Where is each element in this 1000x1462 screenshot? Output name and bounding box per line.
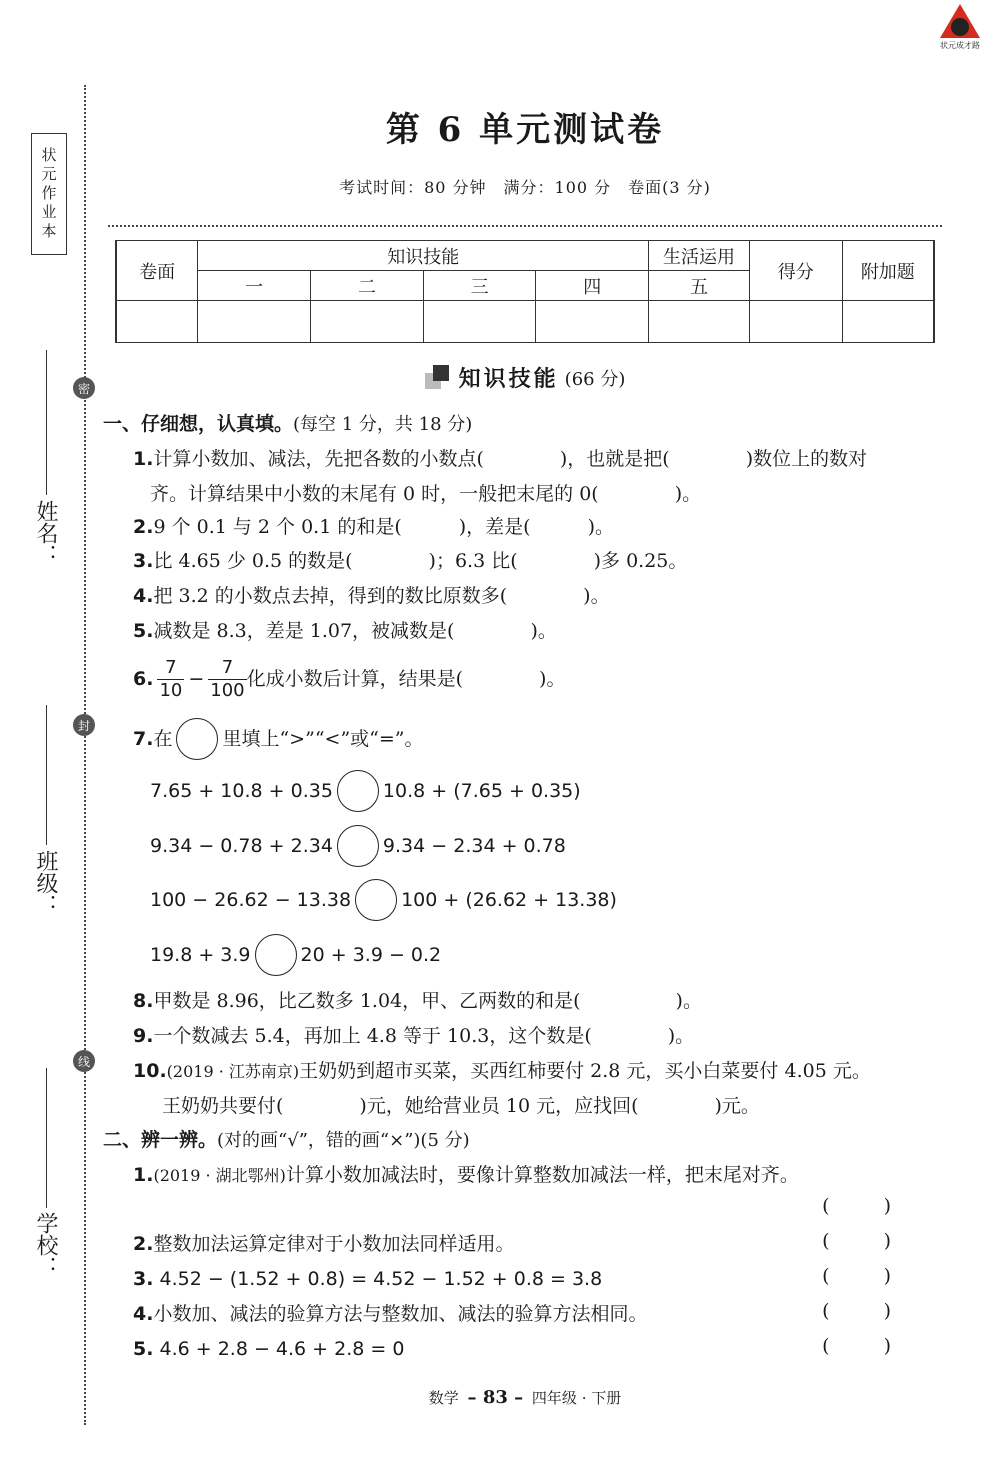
judge-4: 4.小数加、减法的验算方法与整数加、减法的验算方法相同。 (133, 1303, 648, 1325)
col-5: 五 (649, 271, 750, 301)
question-3: 3.比 4.65 少 0.5 的数是( )；6.3 比( )多 0.25。 (133, 550, 688, 572)
compare-circle-4[interactable] (255, 934, 297, 976)
compare-circle-1[interactable] (337, 770, 379, 812)
question-2: 2.9 个 0.1 与 2 个 0.1 的和是( )，差是( )。 (133, 516, 614, 538)
section-title: 知识技能 (458, 367, 559, 392)
page-footer (0, 1387, 1000, 1408)
part2-heading: 二、辨一辨。(对的画“√”，错的画“×”)(5 分) (103, 1129, 470, 1151)
col-4: 四 (536, 271, 649, 301)
question-10: 10.(2019 · 江苏南京)王奶奶到超市买菜，买西红柿要付 2.8 元，买小白菜要付 4.05 元。 (133, 1060, 871, 1082)
judge-2-answer[interactable]: () (822, 1230, 945, 1252)
seal-char-xian: 线 (73, 1050, 95, 1072)
question-4: 4.把 3.2 的小数点去掉，得到的数比原数多( )。 (133, 585, 610, 607)
name-field-label: 姓名： (33, 500, 58, 566)
compare-row-2: 9.34 − 0.78 + 2.34 9.34 − 2.34 + 0.78 (150, 825, 566, 867)
judge-1: 1.(2019 · 湖北鄂州)计算小数加减法时，要像计算整数加减法一样，把末尾对齐。 (133, 1164, 799, 1186)
footer-grade: 四年级 · 下册 (531, 1389, 622, 1407)
question-5: 5.减数是 8.3，差是 1.07，被减数是( )。 (133, 620, 557, 642)
brand-label: 状元作业本 (31, 133, 67, 255)
judge-5-answer[interactable]: () (822, 1335, 945, 1357)
compare-circle-2[interactable] (337, 825, 379, 867)
fraction-7-10: $\frac{7}{10}$ (159, 656, 183, 701)
footer-subject: 数学 (428, 1389, 459, 1407)
judge-3: 3. 4.52 − (1.52 + 0.8) = 4.52 − 1.52 + 0.8 = 3.8 (133, 1268, 603, 1290)
score-table (115, 240, 935, 343)
school-field-label: 学校： (33, 1212, 58, 1278)
section-squares-icon (425, 365, 451, 391)
judge-4-answer[interactable]: () (822, 1300, 945, 1322)
question-8: 8.甲数是 8.96，比乙数多 1.04，甲、乙两数的和是( )。 (133, 990, 702, 1012)
class-field-line[interactable] (46, 705, 47, 845)
compare-row-4: 19.8 + 3.9 20 + 3.9 − 0.2 (150, 934, 441, 976)
col-bonus: 附加题 (842, 241, 934, 301)
compare-circle-3[interactable] (355, 879, 397, 921)
seal-char-feng: 封 (73, 714, 95, 736)
col-life: 生活运用 (649, 241, 750, 271)
col-score: 得分 (749, 241, 842, 301)
compare-row-3: 100 − 26.62 − 13.38 100 + (26.62 + 13.38) (150, 879, 617, 921)
page-number: – 83 – (467, 1387, 524, 1408)
question-1: 1.计算小数加、减法，先把各数的小数点( )，也就是把( )数位上的数对 (133, 448, 868, 470)
judge-3-answer[interactable]: () (822, 1265, 945, 1287)
question-7: 7. 在 里填上“>”“<”或“=”。 (133, 717, 424, 761)
exam-info: 考试时间：80 分钟 满分：100 分 卷面(3 分) (339, 178, 711, 197)
col-3: 三 (423, 271, 536, 301)
score-cell[interactable] (198, 301, 311, 343)
score-cell[interactable] (749, 301, 842, 343)
example-circle (176, 718, 218, 760)
question-1-cont: 齐。计算结果中小数的末尾有 0 时，一般把末尾的 0( )。 (150, 483, 702, 505)
score-cell[interactable] (842, 301, 934, 343)
part1-heading: 一、仔细想，认真填。(每空 1 分，共 18 分) (103, 413, 473, 435)
question-6: 6. $\frac{7}{10}$ − $\frac{7}{100}$ 化成小数后计算，结果是( )。 (133, 656, 566, 701)
judge-1-answer[interactable]: () (822, 1195, 945, 1217)
seal-char-mi: 密 (73, 377, 95, 399)
page-title: 第 6 单元测试卷 (385, 110, 665, 150)
score-cell[interactable] (536, 301, 649, 343)
publisher-logo (938, 4, 982, 52)
fraction-7-100: $\frac{7}{100}$ (210, 656, 245, 701)
class-field-label: 班级： (33, 850, 58, 916)
school-field-line[interactable] (46, 1068, 47, 1208)
col-2: 二 (311, 271, 424, 301)
judge-2: 2.整数加法运算定律对于小数加法同样适用。 (133, 1233, 515, 1255)
header-divider (108, 225, 942, 227)
section-heading (0, 362, 1000, 393)
col-1: 一 (198, 271, 311, 301)
question-10-cont: 王奶奶共要付( )元，她给营业员 10 元，应找回( )元。 (162, 1095, 760, 1117)
judge-5: 5. 4.6 + 2.8 − 4.6 + 2.8 = 0 (133, 1338, 405, 1360)
score-cell[interactable] (311, 301, 424, 343)
score-cell[interactable] (649, 301, 750, 343)
question-9: 9.一个数减去 5.4，再加上 4.8 等于 10.3，这个数是( )。 (133, 1025, 695, 1047)
logo-caption: 状元成才路 (940, 41, 980, 50)
compare-row-1: 7.65 + 10.8 + 0.35 10.8 + (7.65 + 0.35) (150, 770, 581, 812)
score-cell[interactable] (423, 301, 536, 343)
score-cell[interactable] (116, 301, 198, 343)
section-points: (66 分) (564, 368, 626, 390)
logo-triangle-icon (940, 4, 980, 38)
seal-dotted-line (84, 85, 86, 1425)
col-skill: 知识技能 (198, 241, 649, 271)
col-juanmian: 卷面 (116, 241, 198, 301)
